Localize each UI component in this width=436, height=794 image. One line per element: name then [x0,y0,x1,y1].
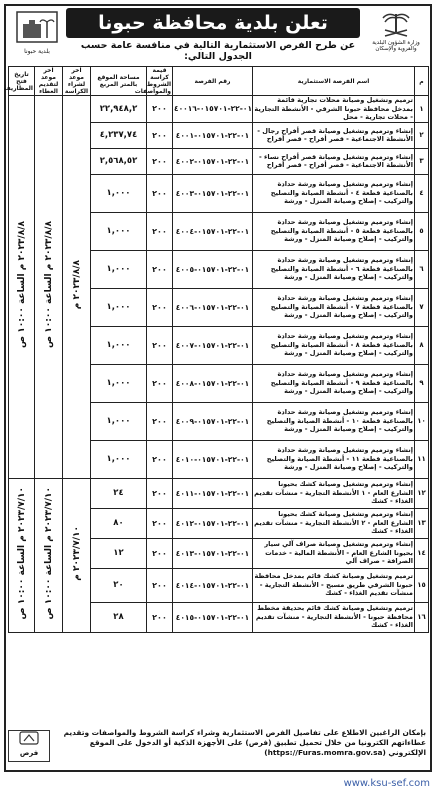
table-row [9,478,429,508]
booklet-fee: ٢٠٠ [147,364,173,402]
booklet-fee: ٢٠٠ [147,402,173,440]
page-title: تعلن بلدية محافظة حبونا [66,8,360,38]
site-area: ٢٠ [91,568,147,602]
site-area: ١,٠٠٠ [91,326,147,364]
booklet-fee: ٢٠٠ [147,212,173,250]
row-num: ٧ [415,288,429,326]
site-area: ١,٠٠٠ [91,212,147,250]
open-date-cell [9,478,35,632]
booklet-fee: ٢٠٠ [147,148,173,174]
header-name: اسم الفرصة الاستثمارية [253,67,415,96]
site-area: ٢٤ [91,478,147,508]
header-num: م [415,67,429,96]
row-num: ١٦ [415,602,429,632]
site-area: ٨٠ [91,508,147,538]
site-area: ١,٠٠٠ [91,174,147,212]
opportunity-name: إنشاء وترميم وتشغيل وصيانة قصر أفراح نساء - الأنشطة الاجتماعية - قصر أفراح - قصر أفراح [253,148,415,174]
opportunity-name: إنشاء وترميم وتشغيل وصيانة صراف آلي سيار بحيونا الشارع العام - الأنشطة المالية - خدمات الصرافة - صراف آلي [253,538,415,568]
header-fee: قيمة كراسة الشروط والمواصفات [134,67,171,95]
opportunity-name: ترميم وتشغيل وصيانة كشك قائم بمدخل محافظة حبونا الشرقي طريق مسبح - الأنشطة التجارية - منشآت تقديم الغذاء - كشك [253,568,415,602]
buy-deadline-cell [63,478,91,632]
row-num: ١٤ [415,538,429,568]
opportunity-ref: ٠١-٢٢-٠١٥٧٠١-٤٠١٢ [173,508,253,538]
opportunity-ref: ٠١-٢٢-٠١٥٧٠١-٤٠٠٧ [173,326,253,364]
site-area: ٢٢,٩٤٨,٢ [91,96,147,123]
ministry-logo [366,10,426,58]
row-num: ١٥ [415,568,429,602]
site-area: ٤,٢٣٧,٧٤ [91,122,147,148]
opportunity-ref: ٠١-٢٢-٠١٥٧٠١-٤٠٠٢ [173,148,253,174]
buy-deadline: ٢٠٢٣/٧/١٠ م [71,525,82,581]
opportunities-table [3,66,429,633]
row-num: ٣ [415,148,429,174]
submit-deadline-cell [35,478,63,632]
fort-palm-icon [15,10,59,44]
row-num: ٢ [415,122,429,148]
opportunity-name: إنشاء وترميم وتشغيل وصيانة ورشة حدادة بالصناعية قطعة ١١ - أنشطة الصيانة والتصليح والتركيب - إصلاح وصيانة المنزل - ورشة [253,440,415,478]
table-row [9,96,429,123]
booklet-fee: ٢٠٠ [147,250,173,288]
furas-icon [19,731,39,745]
submit-deadline-cell [35,96,63,479]
row-num: ٥ [415,212,429,250]
site-area: ١,٠٠٠ [91,250,147,288]
booklet-fee: ٢٠٠ [147,602,173,632]
row-num: ٦ [415,250,429,288]
header-open-date: تاريخ فتح المظاريف [9,67,35,96]
booklet-fee: ٢٠٠ [147,96,173,123]
footer-text: بإمكان الراغبين الاطلاع على تفاصيل الفرص الاستثمارية وشراء كراسة الشروط والمواصفات وتقديم عطاءاتهم الكترونيا من خلال تحميل تطبيق (فرص) على الأجهزة الذكية أو الدخول على الموقع الإلكتروني (https://Furas.momra.gov.sa) [63,728,426,757]
opportunity-name: إنشاء وترميم وتشغيل وصيانة ورشة حدادة بالصناعية قطعة ٤ - أنشطة الصيانة والتصليح والتركيب - إصلاح وصيانة المنزل - ورشة [253,174,415,212]
open-date: ٢٠٢٣/٧/١٠ م الساعة ١٠:٠٠ ص [16,486,27,620]
row-num: ١ [415,96,429,123]
submit-deadline: ٢٠٢٣/٧/١٠ م الساعة ١٠:٠٠ ص [43,486,54,620]
row-num: ١٣ [415,508,429,538]
opportunity-name: ترميم وتشغيل وصيانة محلات تجارية قائمة بمدخل محافظة حبونا الشرقي - الأنشطة التجارية - محلات تجارية - محل [254,96,413,121]
row-num: ١٢ [415,478,429,508]
booklet-fee: ٢٠٠ [147,288,173,326]
buy-deadline: ٢٠٢٣/٨/٨ م [71,260,82,310]
booklet-fee: ٢٠٠ [147,538,173,568]
opportunity-ref: ٠١-٢٢-٠١٥٧٠١-٤٠٠١ [173,122,253,148]
header-submit-deadline: آخر موعد لتقديم العطاء [35,67,63,96]
opportunity-name: إنشاء وترميم وتشغيل وصيانة ورشة حدادة بالصناعية قطعة ٥ - أنشطة الصيانة والتصليح والتركيب - إصلاح وصيانة المنزل - ورشة [253,212,415,250]
opportunity-name: إنشاء وترميم وتشغيل وصيانة كشك بحيونا الشارع العام - ١ الأنشطة التجارية - منشآت تقديم الغذاء - كشك [253,478,415,508]
booklet-fee: ٢٠٠ [147,568,173,602]
site-area: ١,٠٠٠ [91,364,147,402]
furas-label: فرص [19,749,39,757]
opportunity-ref: ٠١-٢٢-٠١٥٧٠١-٤٠١٠ [173,440,253,478]
header-ref: رقم الفرصة [173,67,253,96]
opportunity-ref: ٠١-٢٢-٠١٥٧٠١-٤٠٠٥ [173,250,253,288]
opportunity-ref: ٠١-٢٢-٠١٥٧٠١-٤٠١١ [173,478,253,508]
opportunity-ref: ٠١-٢٢-٠١٥٧٠١-٤٠٠٨ [173,364,253,402]
opportunity-ref: ٠١-٢٢-٠١٥٧٠١-٤٠٠٤ [173,212,253,250]
opportunity-ref: ٠١-٢٢-٠١٥٧٠١-٤٠١٥ [173,602,253,632]
opportunity-ref: ٠١-٢٢-٠١٥٧٠١-٤٠١٣ [173,538,253,568]
booklet-fee: ٢٠٠ [147,440,173,478]
opportunity-ref: ٠١-٢٢-٠١٥٧٠١-٤٠٠١٦ [173,96,253,123]
page-subtitle: عن طرح الفرص الاستثمارية التالية في منافسة عامة حسب الجدول التالي: [80,40,356,62]
opportunity-name: ترميم وتشغيل وصيانة كشك قائم بحديقة مخطط محافظة حبونا - الأنشطة التجارية - منشآت تقديم الغذاء - كشك [253,602,415,632]
row-num: ٩ [415,364,429,402]
advertisement-page [4,4,432,772]
footer [8,728,428,768]
header [6,6,430,64]
opportunity-name: إنشاء وترميم وتشغيل وصيانة ورشة حدادة بالصناعية قطعة ٦ - أنشطة الصيانة والتصليح والتركيب - إصلاح وصيانة المنزل - ورشة [253,250,415,288]
opportunity-ref: ٠١-٢٢-٠١٥٧٠١-٤٠٠٦ [173,288,253,326]
site-area: ١,٠٠٠ [91,402,147,440]
open-date: ٢٠٢٣/٨/٨ م الساعة ١٠:٠٠ ص [16,221,27,349]
row-num: ٨ [415,326,429,364]
site-area: ١,٠٠٠ [91,440,147,478]
opportunity-name: إنشاء وترميم وتشغيل وصيانة ورشة حدادة بالصناعية قطعة ٧ - أنشطة الصيانة والتصليح والتركيب - إصلاح وصيانة المنزل - ورشة [253,288,415,326]
row-num: ١١ [415,440,429,478]
palm-swords-icon [379,10,413,40]
opportunity-ref: ٠١-٢٢-٠١٥٧٠١-٤٠٠٩ [173,402,253,440]
open-date-cell [9,96,35,479]
booklet-fee: ٢٠٠ [147,122,173,148]
booklet-fee: ٢٠٠ [147,508,173,538]
ministry-logo-text: وزارة الشؤون البلدية والقروية والإسكان [372,40,420,52]
booklet-fee: ٢٠٠ [147,326,173,364]
municipality-logo [12,10,62,58]
row-num: ١٠ [415,402,429,440]
opportunity-name: إنشاء وترميم وتشغيل وصيانة ورشة حدادة بالصناعية قطعة ١٠ - أنشطة الصيانة والتصليح والتركيب - إصلاح وصيانة المنزل - ورشة [253,402,415,440]
watermark[interactable]: www.ksu-sef.com [343,778,430,789]
opportunity-name: إنشاء وترميم وتشغيل وصيانة كشك بحيونا الشارع العام - ٢ الأنشطة التجارية - منشآت تقديم الغذاء - كشك [253,508,415,538]
opportunity-ref: ٠١-٢٢-٠١٥٧٠١-٤٠٠٣ [173,174,253,212]
header-area: مساحة الموقع بالمتر المربع [91,67,147,96]
site-area: ٢,٥٦٨,٥٢ [91,148,147,174]
table-header-row [9,67,429,96]
header-buy-deadline: آخر موعد لشراء الكراسة [63,67,91,96]
opportunity-ref: ٠١-٢٢-٠١٥٧٠١-٤٠١٤ [173,568,253,602]
submit-deadline: ٢٠٢٣/٨/٨ م الساعة ١٠:٠٠ ص [43,221,54,349]
municipality-logo-text: بلدية حبونا [24,48,50,55]
opportunity-name: إنشاء وترميم وتشغيل وصيانة قصر أفراح رجال - الأنشطة الاجتماعية - قصر أفراح - قصر أفراح [253,122,415,148]
booklet-fee: ٢٠٠ [147,174,173,212]
furas-logo [8,730,50,762]
site-area: ١٢ [91,538,147,568]
booklet-fee: ٢٠٠ [147,478,173,508]
buy-deadline-cell [63,96,91,479]
site-area: ٢٨ [91,602,147,632]
opportunity-name: إنشاء وترميم وتشغيل وصيانة ورشة حدادة بالصناعية قطعة ٩ - أنشطة الصيانة والتصليح والتركيب - إصلاح وصيانة المنزل - ورشة [253,364,415,402]
site-area: ١,٠٠٠ [91,288,147,326]
row-num: ٤ [415,174,429,212]
opportunity-name: إنشاء وترميم وتشغيل وصيانة ورشة حدادة بالصناعية قطعة ٨ - أنشطة الصيانة والتصليح والتركيب - إصلاح وصيانة المنزل - ورشة [253,326,415,364]
